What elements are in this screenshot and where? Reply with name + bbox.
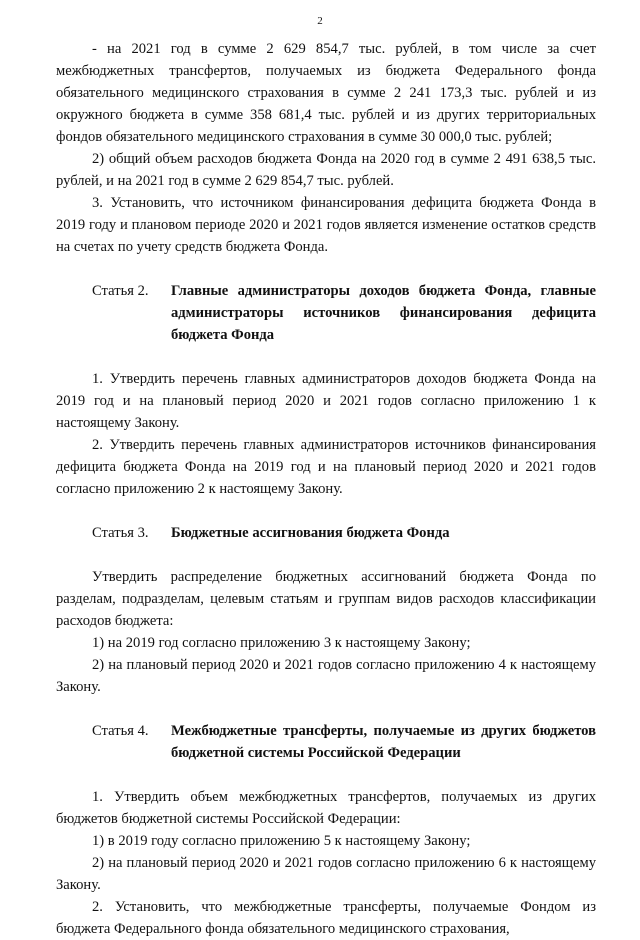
article-3-heading (56, 522, 596, 544)
intro-paragraph-3: 3. Установить, что источником финансирования дефицита бюджета Фонда в 2019 году и плановом периоде 2020 и 2021 годов является изменение остатков средств на счетах по учету средств бюджета Фонда. (56, 195, 596, 255)
article-3-paragraph-1: Утвердить распределение бюджетных ассигнований бюджета Фонда по разделам, подразделам, целевым статьям и группам видов расходов классификации расходов бюджета: (56, 569, 596, 629)
article-2-paragraph-2: 2. Утвердить перечень главных администраторов источников финансирования дефицита бюджета Фонда на 2019 год и на плановый период 2020 и 2021 годов согласно приложению 2 к настоящему Закону. (56, 437, 596, 497)
page-number: 2 (317, 15, 323, 27)
article-3-title: Бюджетные ассигнования бюджета Фонда (171, 525, 450, 541)
article-2-title: Главные администраторы доходов бюджета Фонда, главные администраторы источников финансирования дефицита бюджета Фонда (171, 283, 596, 343)
article-3-paragraph-2: 1) на 2019 год согласно приложению 3 к настоящему Закону; (92, 635, 471, 651)
article-4-paragraph-4: 2. Установить, что межбюджетные трансферты, получаемые Фондом из бюджета Федерального фонда обязательного медицинского страхования, (56, 899, 596, 937)
intro-paragraph-1: - на 2021 год в сумме 2 629 854,7 тыс. рублей, в том числе за счет межбюджетных трансфертов, получаемых из бюджета Федерального фонда обязательного медицинского страхования в сумме 2 241 173,3 тыс. рублей и из окружного бюджета в сумме 358 681,4 тыс. рублей и из других территориальных фондов обязательного медицинского страхования в сумме 30 000,0 тыс. рублей; (56, 41, 596, 145)
article-4-paragraph-1: 1. Утвердить объем межбюджетных трансфертов, получаемых из других бюджетов бюджетной системы Российской Федерации: (56, 789, 596, 827)
article-2-heading (56, 280, 596, 346)
article-2-number: Статья 2. (92, 283, 149, 299)
article-2-paragraph-1: 1. Утвердить перечень главных администраторов доходов бюджета Фонда на 2019 год и на плановый период 2020 и 2021 годов согласно приложению 1 к настоящему Закону. (56, 371, 596, 431)
article-4-paragraph-2: 1) в 2019 году согласно приложению 5 к настоящему Закону; (92, 833, 471, 849)
article-4-paragraph-3: 2) на плановый период 2020 и 2021 годов согласно приложению 6 к настоящему Закону. (56, 855, 596, 893)
article-3-number: Статья 3. (92, 525, 149, 541)
article-4-title: Межбюджетные трансферты, получаемые из других бюджетов бюджетной системы Российской Федерации (171, 723, 596, 761)
article-3-paragraph-3: 2) на плановый период 2020 и 2021 годов согласно приложению 4 к настоящему Закону. (56, 657, 596, 695)
article-4-heading (56, 720, 596, 764)
document-body (56, 38, 596, 940)
intro-paragraph-2: 2) общий объем расходов бюджета Фонда на 2020 год в сумме 2 491 638,5 тыс. рублей, и на 2021 год в сумме 2 629 854,7 тыс. рублей. (56, 151, 596, 189)
article-4-number: Статья 4. (92, 723, 149, 739)
